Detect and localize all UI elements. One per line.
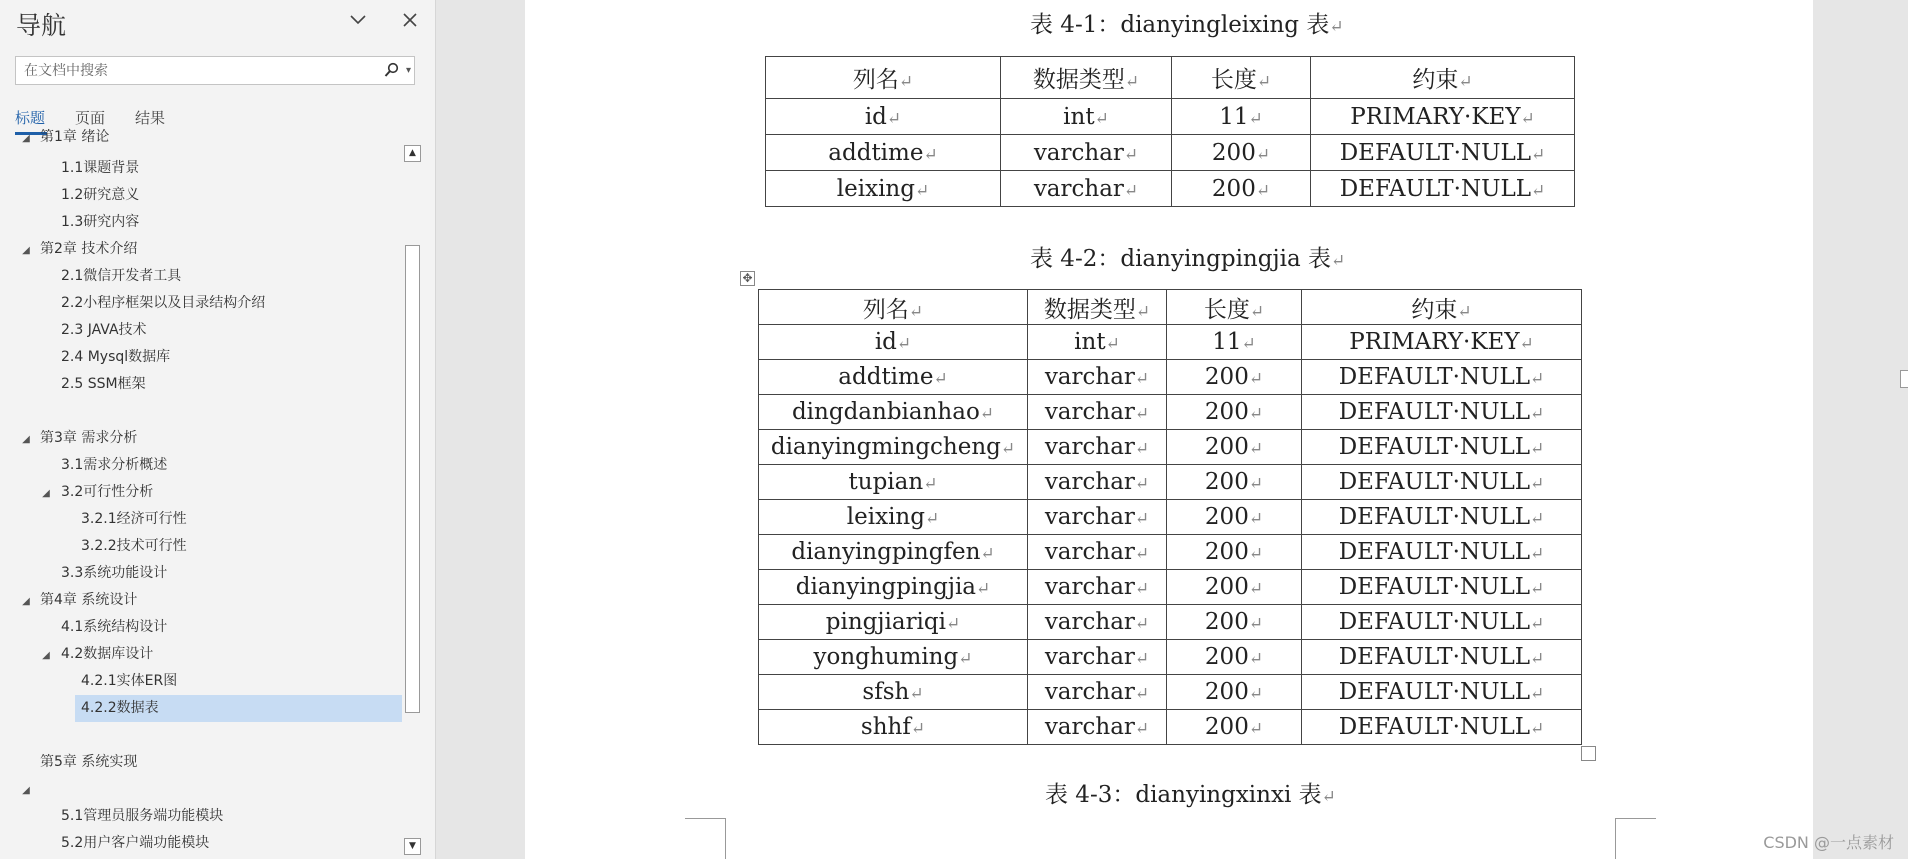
cell-end-mark: ↵ xyxy=(1134,509,1150,529)
cell-end-mark: ↵ xyxy=(1530,404,1545,424)
table-cell[interactable] xyxy=(1001,171,1172,207)
heading-tree xyxy=(0,129,406,859)
table-cell[interactable] xyxy=(1028,360,1167,395)
cell-text: 列名 xyxy=(862,296,909,323)
table-cell[interactable] xyxy=(1167,570,1302,605)
table-cell[interactable] xyxy=(1302,500,1582,535)
navigation-pane xyxy=(0,0,436,859)
table-cell[interactable] xyxy=(759,710,1028,745)
cell-text: varchar xyxy=(1044,644,1135,670)
table-cell[interactable] xyxy=(766,171,1001,207)
cell-text: 200 xyxy=(1204,469,1249,495)
cell-text: DEFAULT·NULL xyxy=(1338,574,1531,600)
cell-text: dianyingpingjia xyxy=(795,574,977,600)
table-cell[interactable] xyxy=(1302,640,1582,675)
cell-text: DEFAULT·NULL xyxy=(1339,175,1532,202)
table-cell[interactable] xyxy=(766,57,1001,99)
table-cell[interactable] xyxy=(1302,395,1582,430)
cell-end-mark: ↵ xyxy=(1134,649,1150,669)
table-cell[interactable] xyxy=(1311,57,1575,99)
table-cell[interactable] xyxy=(759,360,1028,395)
cell-end-mark: ↵ xyxy=(1457,301,1472,322)
table-cell[interactable] xyxy=(1167,535,1302,570)
cell-end-mark: ↵ xyxy=(1248,684,1264,704)
cell-text: DEFAULT·NULL xyxy=(1339,139,1532,166)
nav-title: 导航 xyxy=(16,11,67,40)
cell-text: DEFAULT·NULL xyxy=(1338,539,1531,565)
cell-text: 列名 xyxy=(852,67,899,93)
nav-heading-item[interactable]: 3.2可行性分析 xyxy=(61,484,154,500)
cell-end-mark: ↵ xyxy=(1241,334,1256,354)
cell-text: 数据类型 xyxy=(1032,67,1125,93)
table-row xyxy=(759,500,1582,535)
cell-end-mark: ↵ xyxy=(914,180,930,201)
tab-2[interactable]: 结果 xyxy=(135,109,166,127)
cell-text: addtime xyxy=(828,139,924,166)
nav-heading-item[interactable]: 5.2用户客户端功能模块 xyxy=(61,835,210,851)
cell-end-mark: ↵ xyxy=(979,404,995,424)
table-row xyxy=(766,135,1575,171)
table-cell[interactable] xyxy=(1302,465,1582,500)
collapse-arrow-icon[interactable]: ◢ xyxy=(42,650,50,661)
cell-end-mark: ↵ xyxy=(1519,334,1534,354)
cell-text: varchar xyxy=(1044,609,1135,635)
cell-text: varchar xyxy=(1033,139,1124,166)
table-row xyxy=(759,325,1582,360)
table-cell[interactable] xyxy=(1172,57,1311,99)
table-cell[interactable] xyxy=(1302,605,1582,640)
cell-end-mark: ↵ xyxy=(908,301,924,322)
table-cell[interactable] xyxy=(1167,325,1302,360)
cell-end-mark: ↵ xyxy=(1134,614,1150,634)
search-field[interactable] xyxy=(15,56,415,85)
cell-text: varchar xyxy=(1044,539,1135,565)
cell-text: 200 xyxy=(1204,399,1249,425)
table-cell[interactable] xyxy=(1167,360,1302,395)
table-row xyxy=(759,640,1582,675)
table-cell[interactable] xyxy=(1028,570,1167,605)
table-cell[interactable] xyxy=(1028,535,1167,570)
cell-text: DEFAULT·NULL xyxy=(1338,469,1531,495)
cell-end-mark: ↵ xyxy=(1134,579,1150,599)
cell-text: int xyxy=(1063,103,1095,130)
table-cell[interactable] xyxy=(1302,290,1582,325)
table-cell[interactable] xyxy=(759,605,1028,640)
table-cell[interactable] xyxy=(1028,500,1167,535)
nav-heading-item[interactable]: 3.3系统功能设计 xyxy=(61,565,168,581)
table-header-row xyxy=(766,57,1575,99)
table-cell[interactable] xyxy=(766,135,1001,171)
table-cell[interactable] xyxy=(1302,430,1582,465)
cell-end-mark: ↵ xyxy=(1123,180,1139,201)
cell-end-mark: ↵ xyxy=(1530,439,1545,459)
cell-end-mark: ↵ xyxy=(1134,684,1150,704)
cell-text: pingjiariqi xyxy=(825,609,946,635)
cell-text: dianyingpingfen xyxy=(791,539,981,565)
table-caption xyxy=(1045,776,1336,809)
table-cell[interactable] xyxy=(1167,605,1302,640)
cell-end-mark: ↵ xyxy=(896,334,912,354)
cell-end-mark: ↵ xyxy=(1530,719,1545,739)
nav-scrollbar[interactable] xyxy=(404,145,423,859)
cell-end-mark: ↵ xyxy=(1248,719,1264,739)
cell-text: varchar xyxy=(1033,175,1124,202)
cell-end-mark: ↵ xyxy=(909,684,924,704)
table-cell[interactable] xyxy=(1167,640,1302,675)
table-cell[interactable] xyxy=(1302,360,1582,395)
table-row xyxy=(766,171,1575,207)
cell-end-mark: ↵ xyxy=(1248,439,1264,459)
collapse-arrow-icon[interactable]: ◢ xyxy=(22,245,30,256)
cell-text: 200 xyxy=(1204,434,1249,460)
table-row xyxy=(759,675,1582,710)
cell-text: 200 xyxy=(1211,175,1256,202)
table-cell[interactable] xyxy=(759,430,1028,465)
table-row xyxy=(766,99,1575,135)
nav-heading-item[interactable]: 2.3 JAVA技术 xyxy=(61,322,147,338)
cell-end-mark: ↵ xyxy=(1248,614,1264,634)
cell-end-mark: ↵ xyxy=(1530,684,1545,704)
cell-text: 11 xyxy=(1212,329,1242,355)
nav-heading-item[interactable]: 第2章 技术介绍 xyxy=(40,241,138,257)
cell-text: varchar xyxy=(1044,399,1135,425)
cell-text: 11 xyxy=(1219,103,1249,130)
cell-text: varchar xyxy=(1044,434,1135,460)
table-cell[interactable] xyxy=(1311,171,1575,207)
table-cell[interactable] xyxy=(1167,675,1302,710)
nav-heading-item[interactable]: 2.1微信开发者工具 xyxy=(61,268,182,284)
nav-heading-item[interactable]: 第3章 需求分析 xyxy=(40,430,138,446)
table-row xyxy=(759,360,1582,395)
cell-text: varchar xyxy=(1044,469,1135,495)
cell-text: 200 xyxy=(1204,609,1249,635)
table-row xyxy=(759,605,1582,640)
cell-text: leixing xyxy=(846,504,925,530)
cell-end-mark: ↵ xyxy=(1134,544,1150,564)
data-table[interactable] xyxy=(758,289,1582,745)
scroll-down-icon[interactable]: ▼ xyxy=(404,838,421,855)
table-cell[interactable] xyxy=(1167,430,1302,465)
table-row xyxy=(759,395,1582,430)
cell-text: 长度 xyxy=(1210,67,1257,93)
cell-text: sfsh xyxy=(862,679,910,705)
table-cell[interactable] xyxy=(759,465,1028,500)
table-header-row xyxy=(759,290,1582,325)
cell-end-mark: ↵ xyxy=(886,108,902,129)
cell-text: DEFAULT·NULL xyxy=(1338,644,1531,670)
cell-end-mark: ↵ xyxy=(1530,474,1545,494)
table-row xyxy=(759,465,1582,500)
table-cell[interactable] xyxy=(1302,710,1582,745)
cell-end-mark: ↵ xyxy=(1134,369,1150,389)
table-cell[interactable] xyxy=(1311,99,1575,135)
nav-heading-item[interactable]: 4.2数据库设计 xyxy=(61,646,154,662)
table-cell[interactable] xyxy=(759,395,1028,430)
cell-text: id xyxy=(874,329,897,355)
cell-end-mark: ↵ xyxy=(1248,474,1264,494)
close-icon[interactable] xyxy=(397,8,423,34)
cell-end-mark: ↵ xyxy=(933,369,948,389)
cell-end-mark: ↵ xyxy=(923,474,938,494)
table-cell[interactable] xyxy=(1302,325,1582,360)
table-row xyxy=(759,430,1582,465)
nav-heading-item[interactable]: 3.2.2技术可行性 xyxy=(81,538,187,554)
table-cell[interactable] xyxy=(1001,57,1172,99)
data-table[interactable] xyxy=(765,56,1575,207)
cell-text: leixing xyxy=(836,175,915,202)
table-cell[interactable] xyxy=(1311,135,1575,171)
table-cell[interactable] xyxy=(1028,640,1167,675)
table-cell[interactable] xyxy=(1028,605,1167,640)
table-cell[interactable] xyxy=(1001,99,1172,135)
table-cell[interactable] xyxy=(1167,395,1302,430)
table-row xyxy=(759,570,1582,605)
cell-text: 200 xyxy=(1204,644,1249,670)
cell-end-mark: ↵ xyxy=(1248,404,1264,424)
nav-heading-item[interactable]: 3.1需求分析概述 xyxy=(61,457,168,473)
collapse-arrow-icon[interactable]: ◢ xyxy=(22,596,30,607)
table-cell[interactable] xyxy=(759,570,1028,605)
cell-end-mark: ↵ xyxy=(1530,579,1545,599)
cell-text: 约束 xyxy=(1411,296,1458,323)
cell-end-mark: ↵ xyxy=(980,544,995,564)
table-cell[interactable] xyxy=(759,500,1028,535)
table-cell[interactable] xyxy=(1028,430,1167,465)
nav-heading-item[interactable]: 2.4 Mysql数据库 xyxy=(61,349,171,365)
table-cell[interactable] xyxy=(1167,290,1302,325)
cell-text: varchar xyxy=(1044,679,1135,705)
collapse-arrow-icon[interactable]: ◢ xyxy=(22,785,30,796)
cell-end-mark: ↵ xyxy=(1530,544,1545,564)
cell-end-mark: ↵ xyxy=(1134,719,1150,739)
page-margin-corner-left xyxy=(685,818,726,859)
cell-end-mark: ↵ xyxy=(1530,614,1545,634)
cell-text: DEFAULT·NULL xyxy=(1338,679,1531,705)
cell-text: shhf xyxy=(860,714,911,740)
nav-options-chevron-down-icon[interactable] xyxy=(345,8,371,34)
paragraph-mark: ↵ xyxy=(1330,251,1346,271)
cell-end-mark: ↵ xyxy=(1248,649,1264,669)
table-caption xyxy=(1030,6,1344,39)
table-cell[interactable] xyxy=(1167,465,1302,500)
cell-end-mark: ↵ xyxy=(976,579,991,599)
collapse-arrow-icon[interactable]: ◢ xyxy=(22,434,30,445)
cell-text: 200 xyxy=(1204,714,1249,740)
cell-text: varchar xyxy=(1044,574,1135,600)
table-cell[interactable] xyxy=(1302,570,1582,605)
cell-end-mark: ↵ xyxy=(898,72,914,92)
cell-text: 200 xyxy=(1204,679,1249,705)
tab-1[interactable]: 页面 xyxy=(75,109,106,127)
cell-end-mark: ↵ xyxy=(1249,301,1265,322)
search-options-chevron-icon[interactable]: ▾ xyxy=(405,65,411,76)
table-cell[interactable] xyxy=(759,290,1028,325)
table-row xyxy=(759,710,1582,745)
nav-heading-item[interactable]: 4.2.1实体ER图 xyxy=(81,673,178,689)
table-cell[interactable] xyxy=(1167,500,1302,535)
table-cell[interactable] xyxy=(1028,325,1167,360)
cell-text: dianyingmingcheng xyxy=(770,434,1001,460)
cell-text: 200 xyxy=(1204,539,1249,565)
cell-text: DEFAULT·NULL xyxy=(1338,434,1531,460)
table-caption xyxy=(1030,240,1345,273)
nav-heading-item[interactable]: 第1章 绪论 xyxy=(40,129,110,145)
nav-heading-item[interactable]: 5.1管理员服务端功能模块 xyxy=(61,808,224,824)
table-cell[interactable] xyxy=(1172,135,1311,171)
cell-end-mark: ↵ xyxy=(1248,509,1264,529)
cell-end-mark: ↵ xyxy=(1530,649,1545,669)
cell-end-mark: ↵ xyxy=(1520,108,1535,129)
document-page[interactable] xyxy=(525,0,1813,859)
cell-end-mark: ↵ xyxy=(1256,72,1272,92)
table-cell[interactable] xyxy=(759,535,1028,570)
cell-end-mark: ↵ xyxy=(1123,144,1139,165)
cell-text: PRIMARY·KEY xyxy=(1350,103,1521,130)
tab-0[interactable]: 标题 xyxy=(15,109,46,127)
nav-heading-item[interactable]: 4.1系统结构设计 xyxy=(61,619,168,635)
nav-heading-item[interactable]: 1.3研究内容 xyxy=(61,214,140,230)
table-resize-handle[interactable] xyxy=(1581,746,1596,761)
cell-text: yonghuming xyxy=(813,644,959,670)
nav-heading-item[interactable]: 2.5 SSM框架 xyxy=(61,376,146,392)
cell-text: varchar xyxy=(1044,364,1135,390)
cell-end-mark: ↵ xyxy=(1458,72,1473,92)
cell-text: 200 xyxy=(1211,139,1256,166)
cell-text: DEFAULT·NULL xyxy=(1338,714,1531,740)
cell-end-mark: ↵ xyxy=(1531,180,1546,201)
table-cell[interactable] xyxy=(1028,710,1167,745)
cell-text: 200 xyxy=(1204,504,1249,530)
search-icon[interactable] xyxy=(384,62,400,78)
table-cell[interactable] xyxy=(759,675,1028,710)
table-cell[interactable] xyxy=(759,640,1028,675)
cell-end-mark: ↵ xyxy=(1531,144,1546,165)
cell-end-mark: ↵ xyxy=(910,719,926,739)
cell-text: dingdanbianhao xyxy=(791,399,980,425)
cell-text: DEFAULT·NULL xyxy=(1338,399,1531,425)
nav-heading-item[interactable]: 第5章 系统实现 xyxy=(40,754,138,770)
cell-text: DEFAULT·NULL xyxy=(1338,504,1531,530)
cell-text: varchar xyxy=(1044,504,1135,530)
cell-end-mark: ↵ xyxy=(1530,369,1545,389)
scroll-up-icon[interactable]: ▲ xyxy=(404,145,421,162)
cell-end-mark: ↵ xyxy=(1105,334,1120,354)
table-cell[interactable] xyxy=(1302,675,1582,710)
cell-text: 200 xyxy=(1204,364,1249,390)
table-cell[interactable] xyxy=(1167,710,1302,745)
cell-text: int xyxy=(1074,329,1106,355)
paragraph-mark: ↵ xyxy=(1329,17,1344,37)
paragraph-mark: ↵ xyxy=(1321,787,1336,807)
cell-end-mark: ↵ xyxy=(1000,439,1016,459)
cell-end-mark: ↵ xyxy=(1094,108,1109,129)
caption-text: 表 4-1：dianyingleixing 表 xyxy=(1030,12,1330,38)
search-input[interactable] xyxy=(22,60,386,82)
caption-text: 表 4-2：dianyingpingjia 表 xyxy=(1030,246,1331,272)
table-cell[interactable] xyxy=(766,99,1001,135)
cell-text: varchar xyxy=(1044,714,1135,740)
cell-end-mark: ↵ xyxy=(924,509,940,529)
cell-end-mark: ↵ xyxy=(1248,108,1263,129)
collapse-arrow-icon[interactable]: ◢ xyxy=(42,488,50,499)
cell-text: 200 xyxy=(1204,574,1249,600)
table-cell[interactable] xyxy=(1001,135,1172,171)
cell-end-mark: ↵ xyxy=(1255,144,1271,165)
cell-text: 数据类型 xyxy=(1043,296,1136,323)
cell-end-mark: ↵ xyxy=(1124,72,1140,92)
nav-heading-item[interactable]: 4.2.2数据表 xyxy=(75,695,402,722)
nav-heading-item[interactable]: 1.2研究意义 xyxy=(61,187,140,203)
cell-text: DEFAULT·NULL xyxy=(1338,609,1531,635)
table-cell[interactable] xyxy=(1302,535,1582,570)
nav-heading-item[interactable]: 第4章 系统设计 xyxy=(40,592,138,608)
nav-heading-item[interactable]: 3.2.1经济可行性 xyxy=(81,511,187,527)
cell-end-mark: ↵ xyxy=(1530,509,1545,529)
cell-end-mark: ↵ xyxy=(1248,544,1264,564)
cell-text: tupian xyxy=(848,469,924,495)
table-cell[interactable] xyxy=(1028,675,1167,710)
table-cell[interactable] xyxy=(1028,395,1167,430)
cell-end-mark: ↵ xyxy=(1135,301,1151,322)
cell-text: PRIMARY·KEY xyxy=(1349,329,1520,355)
cell-end-mark: ↵ xyxy=(946,614,961,634)
cell-text: id xyxy=(864,103,887,130)
table-cell[interactable] xyxy=(1172,171,1311,207)
cell-end-mark: ↵ xyxy=(1134,474,1150,494)
cell-end-mark: ↵ xyxy=(958,649,973,669)
caption-text: 表 4-3：dianyingxinxi 表 xyxy=(1045,782,1322,808)
page-margin-corner-right xyxy=(1615,818,1656,859)
cell-end-mark: ↵ xyxy=(923,144,938,165)
table-cell[interactable] xyxy=(1028,290,1167,325)
table-cell[interactable] xyxy=(1172,99,1311,135)
table-row xyxy=(759,535,1582,570)
cell-text: DEFAULT·NULL xyxy=(1338,364,1531,390)
nav-heading-item[interactable]: 1.1课题背景 xyxy=(61,160,140,176)
table-cell[interactable] xyxy=(759,325,1028,360)
ruler-marker xyxy=(1900,370,1908,388)
cell-end-mark: ↵ xyxy=(1134,404,1150,424)
cell-end-mark: ↵ xyxy=(1255,180,1271,201)
cell-end-mark: ↵ xyxy=(1248,369,1264,389)
cell-text: 约束 xyxy=(1412,67,1459,93)
nav-heading-item[interactable]: 2.2小程序框架以及目录结构介绍 xyxy=(61,295,266,311)
table-move-handle-icon[interactable]: ✥ xyxy=(740,271,755,286)
collapse-arrow-icon[interactable]: ◢ xyxy=(22,133,30,144)
cell-end-mark: ↵ xyxy=(1134,439,1150,459)
watermark: CSDN @一点素材 xyxy=(1763,833,1894,852)
table-cell[interactable] xyxy=(1028,465,1167,500)
scrollbar-thumb[interactable] xyxy=(405,245,420,713)
cell-text: addtime xyxy=(838,364,934,390)
cell-text: 长度 xyxy=(1203,296,1250,323)
cell-end-mark: ↵ xyxy=(1248,579,1264,599)
